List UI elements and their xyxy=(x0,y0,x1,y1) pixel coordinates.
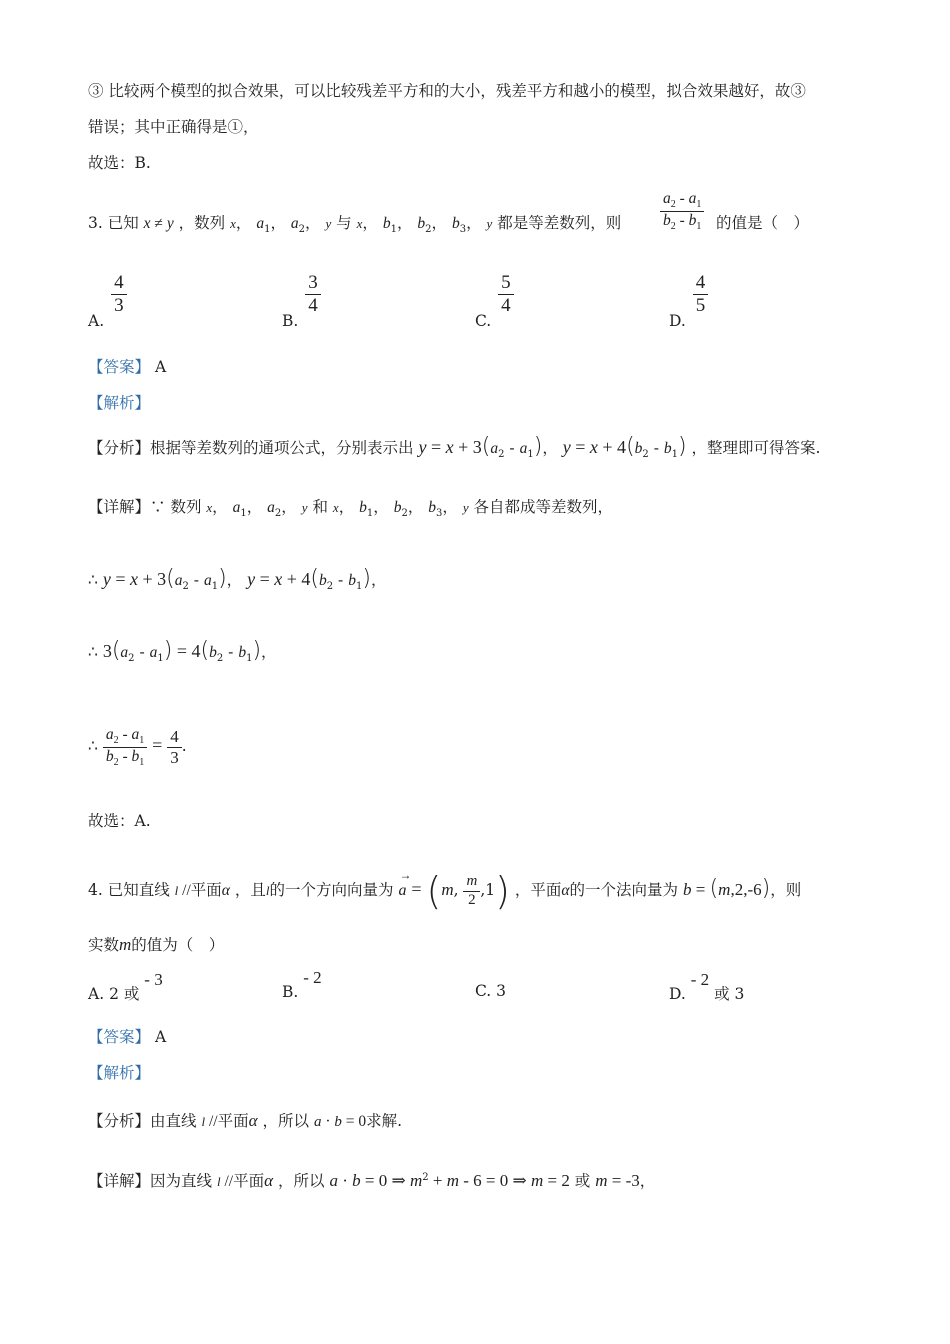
q4-stem-line2: 实数m的值为（ ） xyxy=(88,935,225,954)
q4-detail: 【详解】因为直线 l //平面α ，所以 a · b = 0 ⇒ $m^2 + m - 6 = 0$ ⇒ m = 2 或 m = -3， xyxy=(88,1171,656,1190)
q3-detail: 【详解】∵ 数列 x， $a_1$， $a_2$， y 和 x， $b_1$， $b_2$， $b_3$， y 各自都成等差数列， xyxy=(88,498,614,520)
q3-option-b[interactable]: B. $\frac{3}{4}$ xyxy=(282,272,321,317)
q3-step-3: ∴ $\frac{a_2 - a_1}{b_2 - b_1}$ = $\frac{4}{3}$ . xyxy=(88,726,187,768)
q3-option-a[interactable]: A. $\frac{4}{3}$ xyxy=(88,272,127,317)
q3-answer: 【答案】 A xyxy=(88,358,167,376)
q4-analysis-heading: 【解析】 xyxy=(88,1064,151,1082)
q3-stem: 3. 已知 x ≠ y ，数列 x， $a_1$， $a_2$， y 与 x， $b_1$， $b_2$， $b_3$， y 都是等差数列，则 xyxy=(88,214,622,236)
q4-option-c[interactable]: C. 3 xyxy=(475,982,507,1000)
q3-analysis-heading: 【解析】 xyxy=(88,394,151,412)
q3-fenxi: 【分析】根据等差数列的通项公式，分别表示出 $y = x + 3(a_2 - a_1)$， $y = x + 4(b_2 - b_1)$ ，整理即可得答案. xyxy=(88,434,821,461)
q2-choose: 故选：B. xyxy=(88,154,151,172)
q3-stem-end: 的值是（ ） xyxy=(716,214,810,232)
q3-choose: 故选：A. xyxy=(88,812,151,830)
q4-option-b[interactable]: B. - 2 xyxy=(282,968,322,1001)
q4-answer: 【答案】 A xyxy=(88,1028,167,1046)
q4-option-d[interactable]: D. - 2 或 3 xyxy=(669,970,745,1003)
q2-analysis-line: ③ 比较两个模型的拟合效果，可以比较残差平方和的大小，残差平方和越小的模型，拟合效果越好，故③ xyxy=(88,82,806,100)
q4-stem: 4. 已知直线 l //平面α ，且l的一个方向向量为 → a = (m, $\frac{m}{2}$ ,1) ，平面α的一个法向量为 b = (m,2,-6)，则 xyxy=(88,868,802,913)
q3-step-1: ∴ $y = x + 3(a_2 - a_1)$， $y = x + 4(b_2 - b_1)$， xyxy=(88,566,387,593)
q3-stem-fraction: $\frac{a_2 - a_1}{b_2 - b_1}$ xyxy=(660,190,704,232)
q2-conclusion-line: 错误；其中正确得是①， xyxy=(88,118,259,136)
q3-step-2: ∴ $3(a_2 - a_1) = 4(b_2 - b_1)$， xyxy=(88,638,277,665)
q4-option-a[interactable]: A. 2 或 - 3 xyxy=(88,970,163,1003)
q3-option-d[interactable]: D. $\frac{4}{5}$ xyxy=(669,272,708,317)
q3-option-c[interactable]: C. $\frac{5}{4}$ xyxy=(475,272,514,317)
q4-fenxi: 【分析】由直线 l //平面α ，所以 a · b = 0求解. xyxy=(88,1111,403,1130)
